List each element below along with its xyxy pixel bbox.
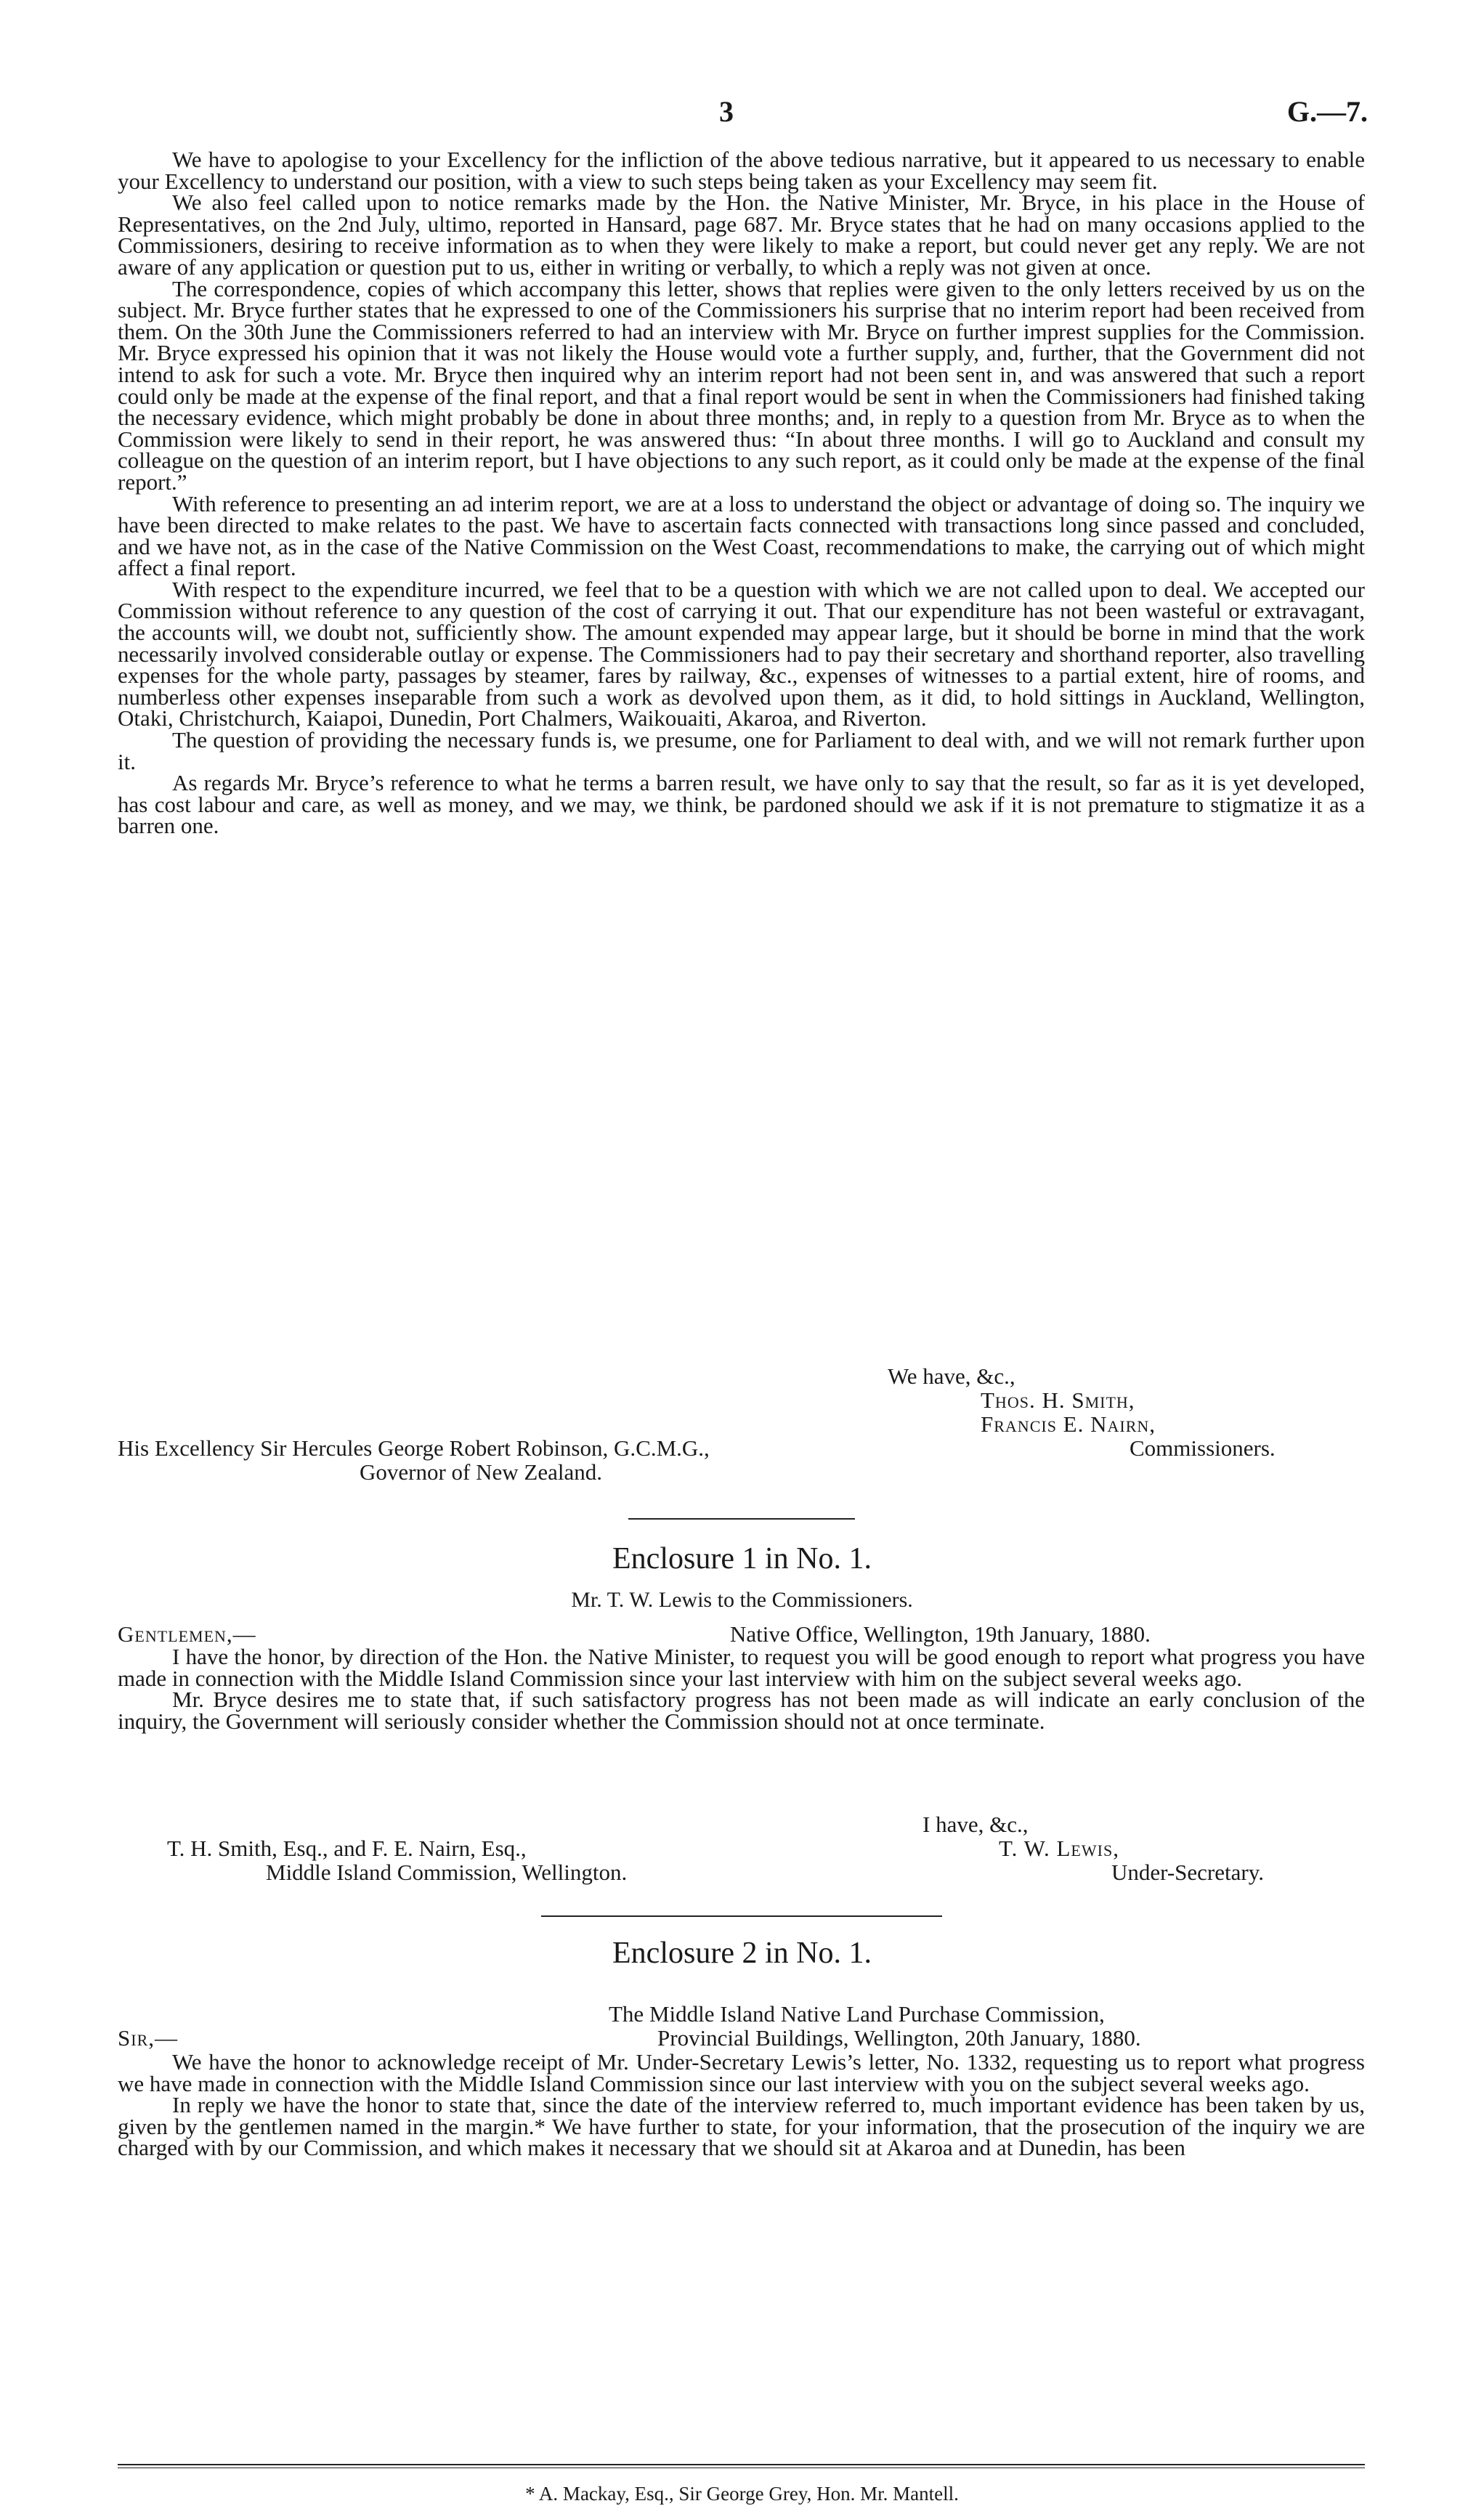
page-number: 3 (719, 95, 734, 128)
enclosure-2-salutation: Sir,— (118, 2025, 178, 2051)
enclosure-2-title: Enclosure 2 in No. 1. (612, 1937, 872, 1970)
section-divider (628, 1518, 855, 1520)
letter-body (118, 149, 1365, 837)
signatory-role: Commissioners. (1130, 1435, 1276, 1461)
enclosure-2-paragraph: In reply we have the honor to state that, since the date of the interview referred to, much important evidence has been taken by us, given by the gentlemen named in the margin.* We have further to state, for your information, that the prosecution of the inquiry we are charged with by our Commission, and which makes it necessary that we should sit at Akaroa and at Dunedin, has been (118, 2092, 1365, 2161)
letter-paragraph: With reference to presenting an ad interim report, we are at a loss to understand the object or advantage of doing so. The inquiry we have been directed to make relates to the past. We have to ascertain facts connected with transactions long since passed and concluded, and we have not, as in the case of the Native Commission on the West Coast, recommendations to make, the carrying out of which might affect a final report. (118, 490, 1365, 581)
enclosure-2-sender: The Middle Island Native Land Purchase Commission, (609, 2001, 1105, 2027)
enclosure-2-place-date: Provincial Buildings, Wellington, 20th January, 1880. (657, 2025, 1141, 2051)
section-divider (541, 1915, 942, 1917)
document-reference: G.—7. (1286, 95, 1368, 128)
letter-paragraph: We also feel called upon to notice remarks made by the Hon. the Native Minister, Mr. Bryce, in his place in the House of Representatives, on the 2nd July, ultimo, reported in Hansard, page 687. Mr. Bryce states that he had on many occasions applied to the Commissioners, desiring to receive information as to when they were likely to make a report, but could never get any reply. We are not aware of any application or question put to us, either in writing or verbally, to which a reply was not given at once. (118, 190, 1365, 280)
margin-footnote: * A. Mackay, Esq., Sir George Grey, Hon. Mr. Mantell. (525, 2483, 959, 2505)
signatory-nairn: Francis E. Nairn, (981, 1411, 1156, 1437)
enclosure-1-subtitle: Mr. T. W. Lewis to the Commissioners. (571, 1588, 913, 1612)
letter-paragraph: The correspondence, copies of which accompany this letter, shows that replies were given to the only letters received by us on the subject. Mr. Bryce further states that he expressed to one of the Commissioners his surprise that no interim report had been received from them. On the 30th June the Commissioners referred to had an interview with Mr. Bryce on further imprest supplies for the Commission. Mr. Bryce expressed his opinion that it was not likely the House would vote a further supply, and, further, that the Government did not intend to ask for such a vote. Mr. Bryce then inquired why an interim report had not been sent in, and was answered that such a report could only be made at the expense of the final report, and that a final report would be sent in when the Commissioners had finished taking the necessary evidence, which might probably be done in about three months; and, in reply to a question from Mr. Bryce as to when the Commission were likely to send in their report, he was answered thus: “In about three months. I will go to Auckland and consult my colleague on the question of an interim report, but I have objections to any such report, as it could only be made at the expense of the final report.” (118, 275, 1365, 495)
enclosure-2-body (118, 2051, 1365, 2159)
letter-paragraph: We have to apologise to your Excellency for the infliction of the above tedious narrative, but it appeared to us necessary to enable your Excellency to understand our position, with a view to such steps being taken as your Excellency may seem fit. (118, 147, 1365, 194)
letter-closing: We have, &c., (888, 1363, 1015, 1389)
footnote-divider (118, 2464, 1365, 2468)
enclosure-1-body (118, 1646, 1365, 1732)
enclosure-1-closing: I have, &c., (923, 1812, 1029, 1837)
enclosure-1-place-date: Native Office, Wellington, 19th January, 1880. (730, 1621, 1151, 1647)
letter-paragraph: As regards Mr. Bryce’s reference to what he terms a barren result, we have only to say that the result, so far as it is yet developed, has cost labour and care, as well as money, and we may, we think, be pardoned should we ask if it is not premature to stigmatize it as a barren one. (118, 770, 1365, 839)
page-header (0, 94, 1484, 138)
enclosure-1-paragraph: Mr. Bryce desires me to state that, if such satisfactory progress has not been made as will indicate an early conclusion of the inquiry, the Government will seriously consider whether the Commission should not at once terminate. (118, 1687, 1365, 1734)
enclosure-1-title: Enclosure 1 in No. 1. (612, 1542, 872, 1576)
letter-paragraph: The question of providing the necessary funds is, we presume, one for Parliament to deal with, and we will not remark further upon it. (118, 727, 1365, 774)
enclosure-1-recipients-1: T. H. Smith, Esq., and F. E. Nairn, Esq., (167, 1836, 527, 1861)
addressee-line-2: Governor of New Zealand. (360, 1459, 602, 1485)
enclosure-1-salutation: Gentlemen,— (118, 1621, 256, 1647)
enclosure-2-paragraph: We have the honor to acknowledge receipt of Mr. Under-Secretary Lewis’s letter, No. 1332, requesting us to report what progress we have made in connection with the Middle Island Commission since our last interview with you on the subject several weeks ago. (118, 2049, 1365, 2096)
enclosure-1-recipients-2: Middle Island Commission, Wellington. (266, 1860, 628, 1885)
addressee-line-1: His Excellency Sir Hercules George Robert Robinson, G.C.M.G., (118, 1435, 710, 1461)
enclosure-1-signatory-role: Under-Secretary. (1111, 1860, 1264, 1885)
letter-paragraph: With respect to the expenditure incurred, we feel that to be a question with which we are not called upon to deal. We accepted our Commission without reference to any question of the cost of carrying it out. That our expenditure has not been wasteful or extravagant, the accounts will, we doubt not, sufficiently show. The amount expended may appear large, but it should be borne in mind that the work necessarily involved considerable outlay or expense. The Commissioners had to pay their secretary and shorthand reporter, also travelling expenses for the whole party, passages by steamer, fares by railway, &c., expenses of witnesses to a partial extent, hire of rooms, and numberless other expenses inseparable from such a work as devolved upon them, as it did, to hold sittings in Auckland, Wellington, Otaki, Christchurch, Kaiapoi, Dunedin, Port Chalmers, Waikouaiti, Akaroa, and Riverton. (118, 576, 1365, 731)
enclosure-1-signatory: T. W. Lewis, (999, 1836, 1119, 1861)
enclosure-1-paragraph: I have the honor, by direction of the Hon. the Native Minister, to request you will be good enough to report what progress you have made in connection with the Middle Island Commission since your last interview with him on the subject several weeks ago. (118, 1644, 1365, 1691)
signatory-smith: Thos. H. Smith, (981, 1387, 1135, 1413)
